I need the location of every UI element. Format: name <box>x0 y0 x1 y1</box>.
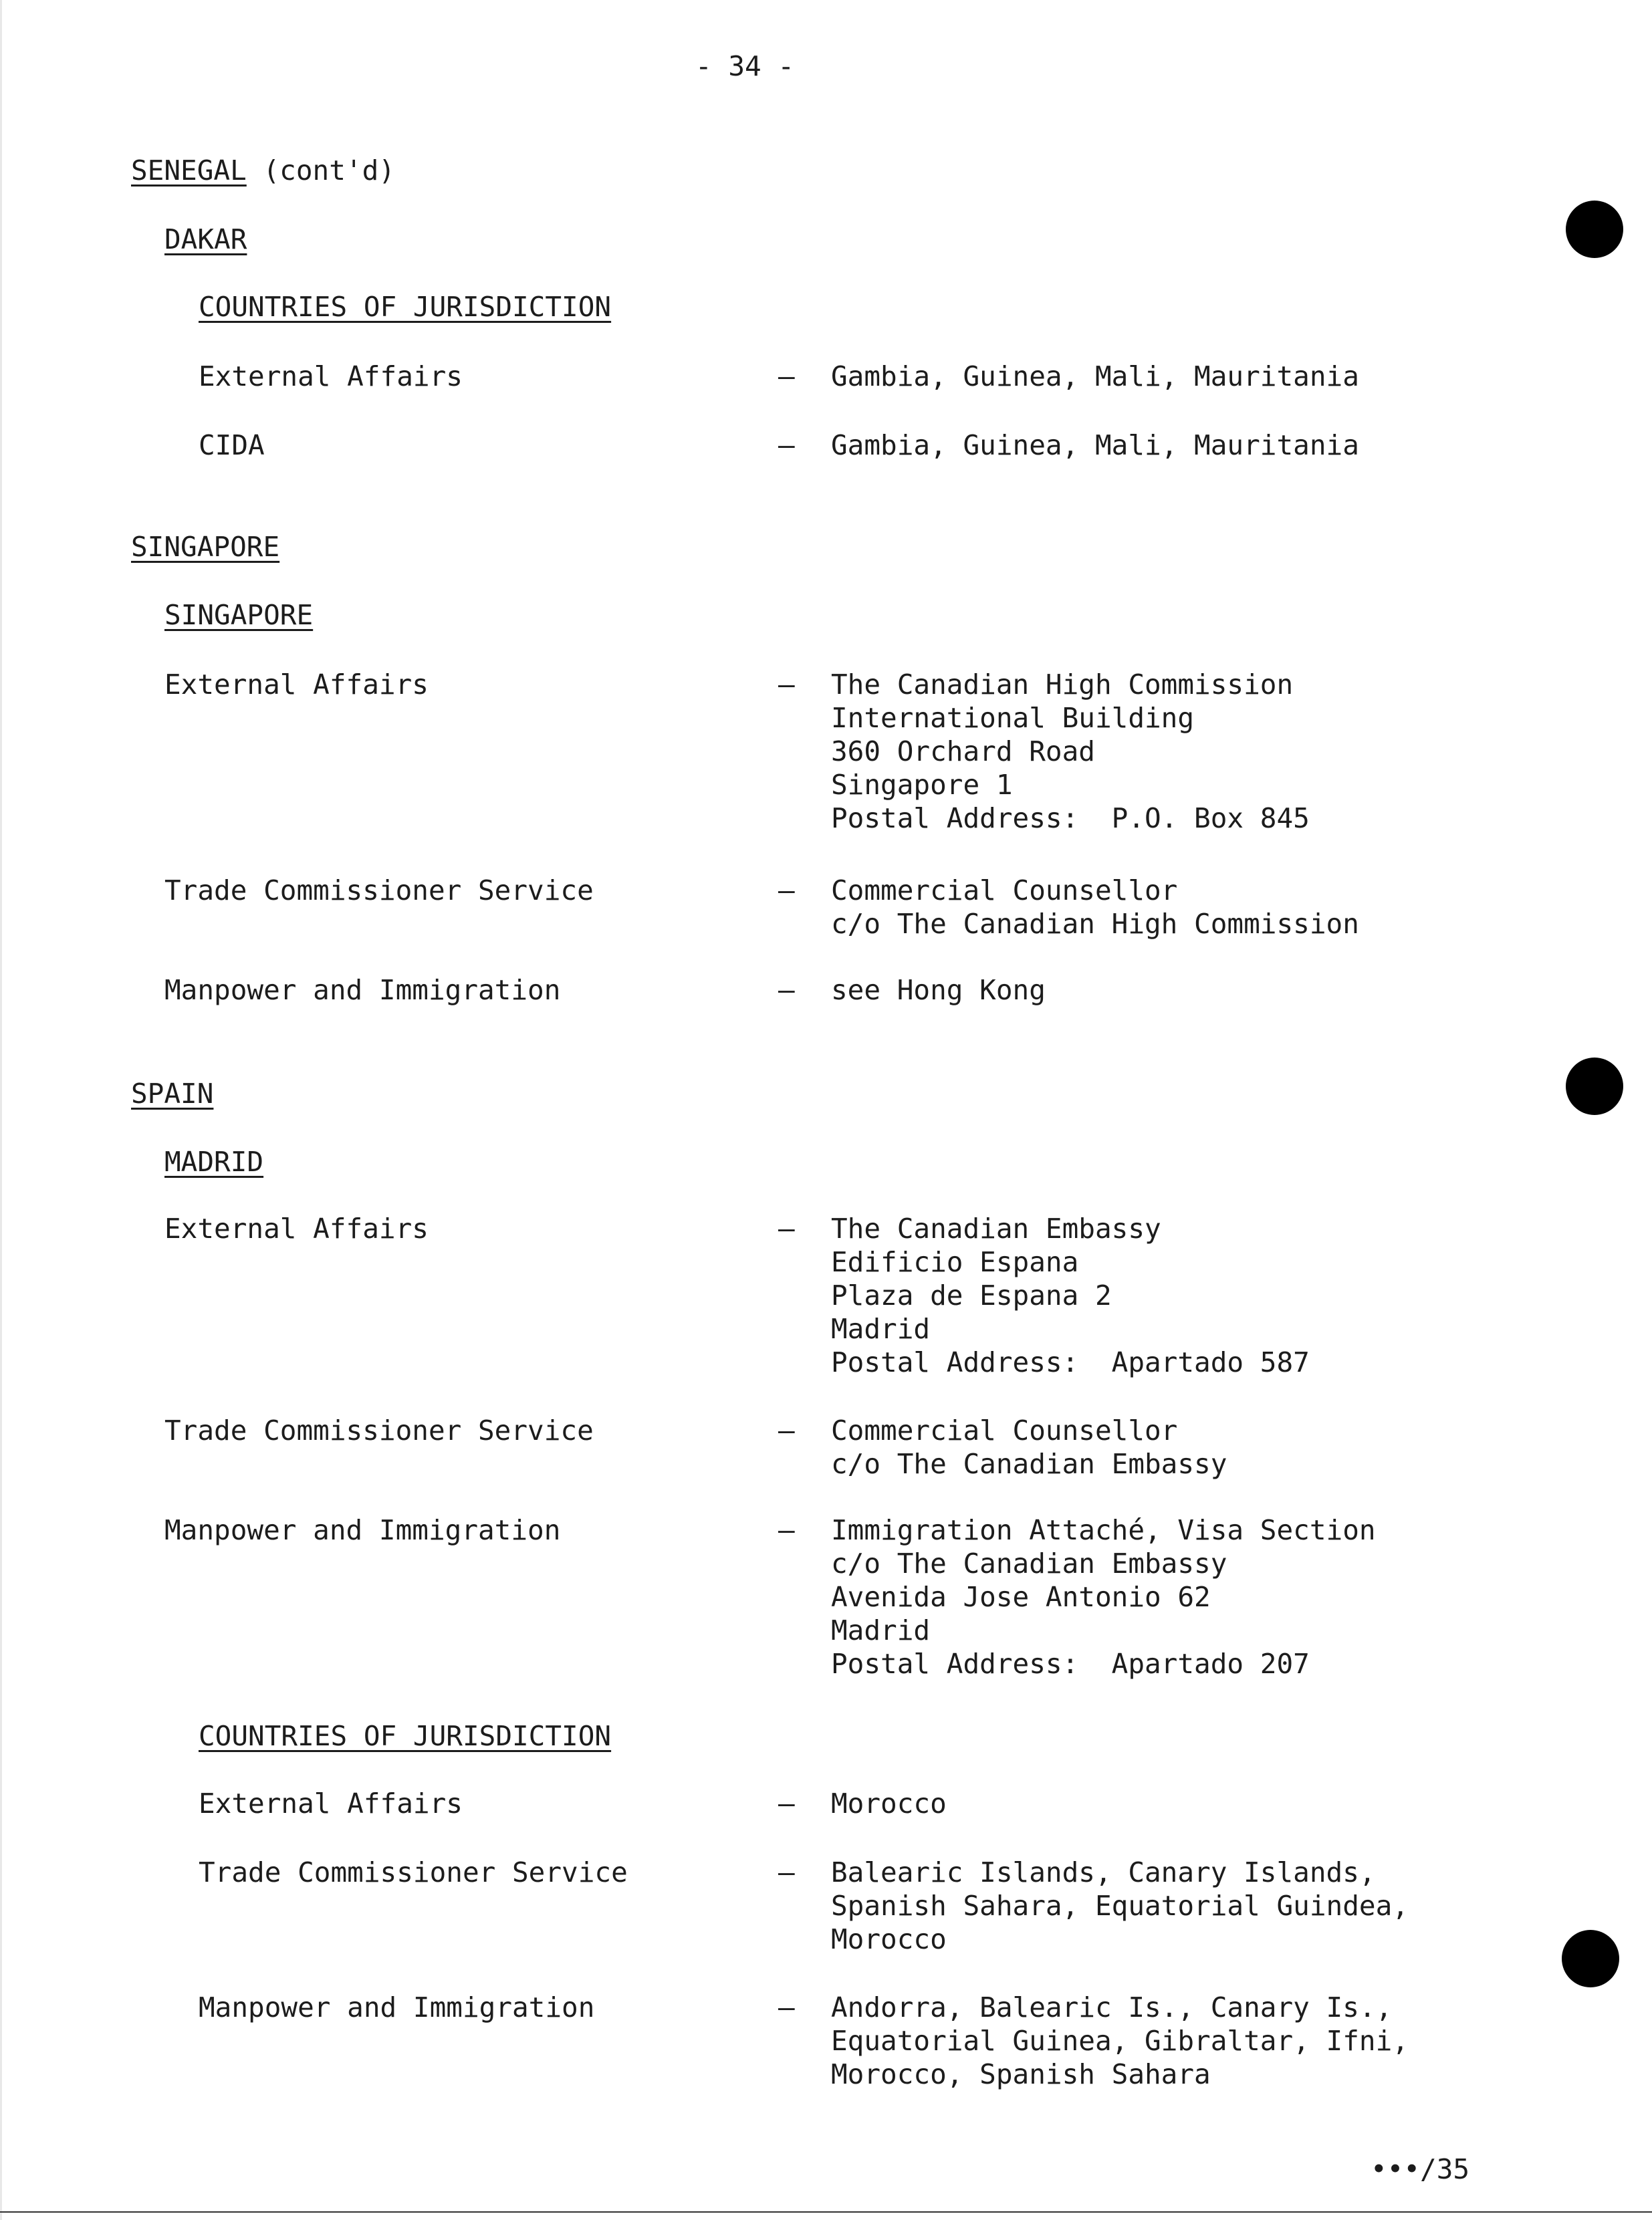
spain-jur-mi-label: Manpower and Immigration <box>199 1991 595 2023</box>
spain-mi-label: Manpower and Immigration <box>164 1514 561 1546</box>
jurisdiction-heading-madrid: COUNTRIES OF JURISDICTION <box>199 1720 612 1752</box>
punch-hole <box>1566 1058 1623 1115</box>
senegal-cida-value: Gambia, Guinea, Mali, Mauritania <box>831 429 1359 461</box>
address-line: Plaza de Espana 2 <box>831 1279 1112 1312</box>
dash: – <box>778 668 795 701</box>
spain-ext-address <box>831 1212 1310 1379</box>
address-line: The Canadian Embassy <box>831 1213 1161 1245</box>
spain-jur-mi-value <box>831 1991 1409 2091</box>
dash: – <box>778 974 795 1006</box>
spain-jur-ext-value: Morocco <box>831 1787 947 1820</box>
senegal-cont: (cont'd) <box>263 154 395 187</box>
address-line: 360 Orchard Road <box>831 735 1095 767</box>
country-heading-singapore: SINGAPORE <box>131 531 280 563</box>
page-bottom-edge <box>0 2211 1652 2213</box>
value-line: Equatorial Guinea, Gibraltar, Ifni, <box>831 2025 1409 2057</box>
address-line: Postal Address: Apartado 207 <box>831 1648 1310 1680</box>
spain-jur-trade-value <box>831 1856 1409 1956</box>
jurisdiction-heading-dakar: COUNTRIES OF JURISDICTION <box>199 291 612 323</box>
address-line: Madrid <box>831 1313 931 1345</box>
address-line: Commercial Counsellor <box>831 1414 1178 1447</box>
address-line: Singapore 1 <box>831 769 1013 801</box>
address-line: c/o The Canadian High Commission <box>831 908 1359 940</box>
singapore-mi-value: see Hong Kong <box>831 974 1046 1006</box>
singapore-trade-address <box>831 874 1359 941</box>
dash: – <box>778 1856 795 1888</box>
value-line: Morocco <box>831 1923 947 1955</box>
punch-hole <box>1562 1930 1619 1987</box>
address-line: Postal Address: Apartado 587 <box>831 1346 1310 1378</box>
dash: – <box>778 1414 795 1447</box>
country-heading-senegal <box>131 154 395 187</box>
singapore-ext-address <box>831 668 1310 835</box>
city-heading-singapore: SINGAPORE <box>164 599 314 631</box>
address-line: The Canadian High Commission <box>831 668 1294 701</box>
value-line: Balearic Islands, Canary Islands, <box>831 1856 1376 1888</box>
dash: – <box>778 874 795 906</box>
continuation-marker: •••/35 <box>1371 2153 1470 2185</box>
address-line: c/o The Canadian Embassy <box>831 1448 1227 1480</box>
address-line: Avenida Jose Antonio 62 <box>831 1581 1211 1613</box>
dash: – <box>778 360 795 392</box>
senegal-cida-label: CIDA <box>199 429 265 461</box>
address-line: c/o The Canadian Embassy <box>831 1548 1227 1580</box>
singapore-mi-label: Manpower and Immigration <box>164 974 561 1006</box>
value-line: Andorra, Balearic Is., Canary Is., <box>831 1991 1393 2023</box>
address-line: Edificio Espana <box>831 1246 1079 1278</box>
page-number: - 34 - <box>695 50 795 82</box>
country-heading-spain: SPAIN <box>131 1078 214 1110</box>
value-line: Morocco, Spanish Sahara <box>831 2058 1211 2090</box>
senegal-name: SENEGAL <box>131 154 247 187</box>
senegal-ext-label: External Affairs <box>199 360 463 392</box>
dash: – <box>778 1991 795 2023</box>
spain-mi-address <box>831 1513 1376 1681</box>
dash: – <box>778 1213 795 1245</box>
address-line: International Building <box>831 702 1195 734</box>
dash: – <box>778 1787 795 1820</box>
singapore-ext-label: External Affairs <box>164 668 429 701</box>
dash: – <box>778 1514 795 1546</box>
city-heading-dakar: DAKAR <box>164 223 247 255</box>
address-line: Madrid <box>831 1614 931 1646</box>
city-heading-madrid: MADRID <box>164 1146 264 1178</box>
address-line: Immigration Attaché, Visa Section <box>831 1514 1376 1546</box>
address-line: Commercial Counsellor <box>831 874 1178 906</box>
page-left-edge <box>0 0 2 2220</box>
spain-jur-ext-label: External Affairs <box>199 1787 463 1820</box>
address-line: Postal Address: P.O. Box 845 <box>831 802 1310 834</box>
value-line: Spanish Sahara, Equatorial Guindea, <box>831 1890 1409 1922</box>
spain-trade-address <box>831 1414 1227 1481</box>
punch-hole <box>1566 201 1623 258</box>
spain-ext-label: External Affairs <box>164 1213 429 1245</box>
dash: – <box>778 429 795 461</box>
spain-trade-label: Trade Commissioner Service <box>164 1414 594 1447</box>
spain-jur-trade-label: Trade Commissioner Service <box>199 1856 628 1888</box>
senegal-ext-value: Gambia, Guinea, Mali, Mauritania <box>831 360 1359 392</box>
singapore-trade-label: Trade Commissioner Service <box>164 874 594 906</box>
